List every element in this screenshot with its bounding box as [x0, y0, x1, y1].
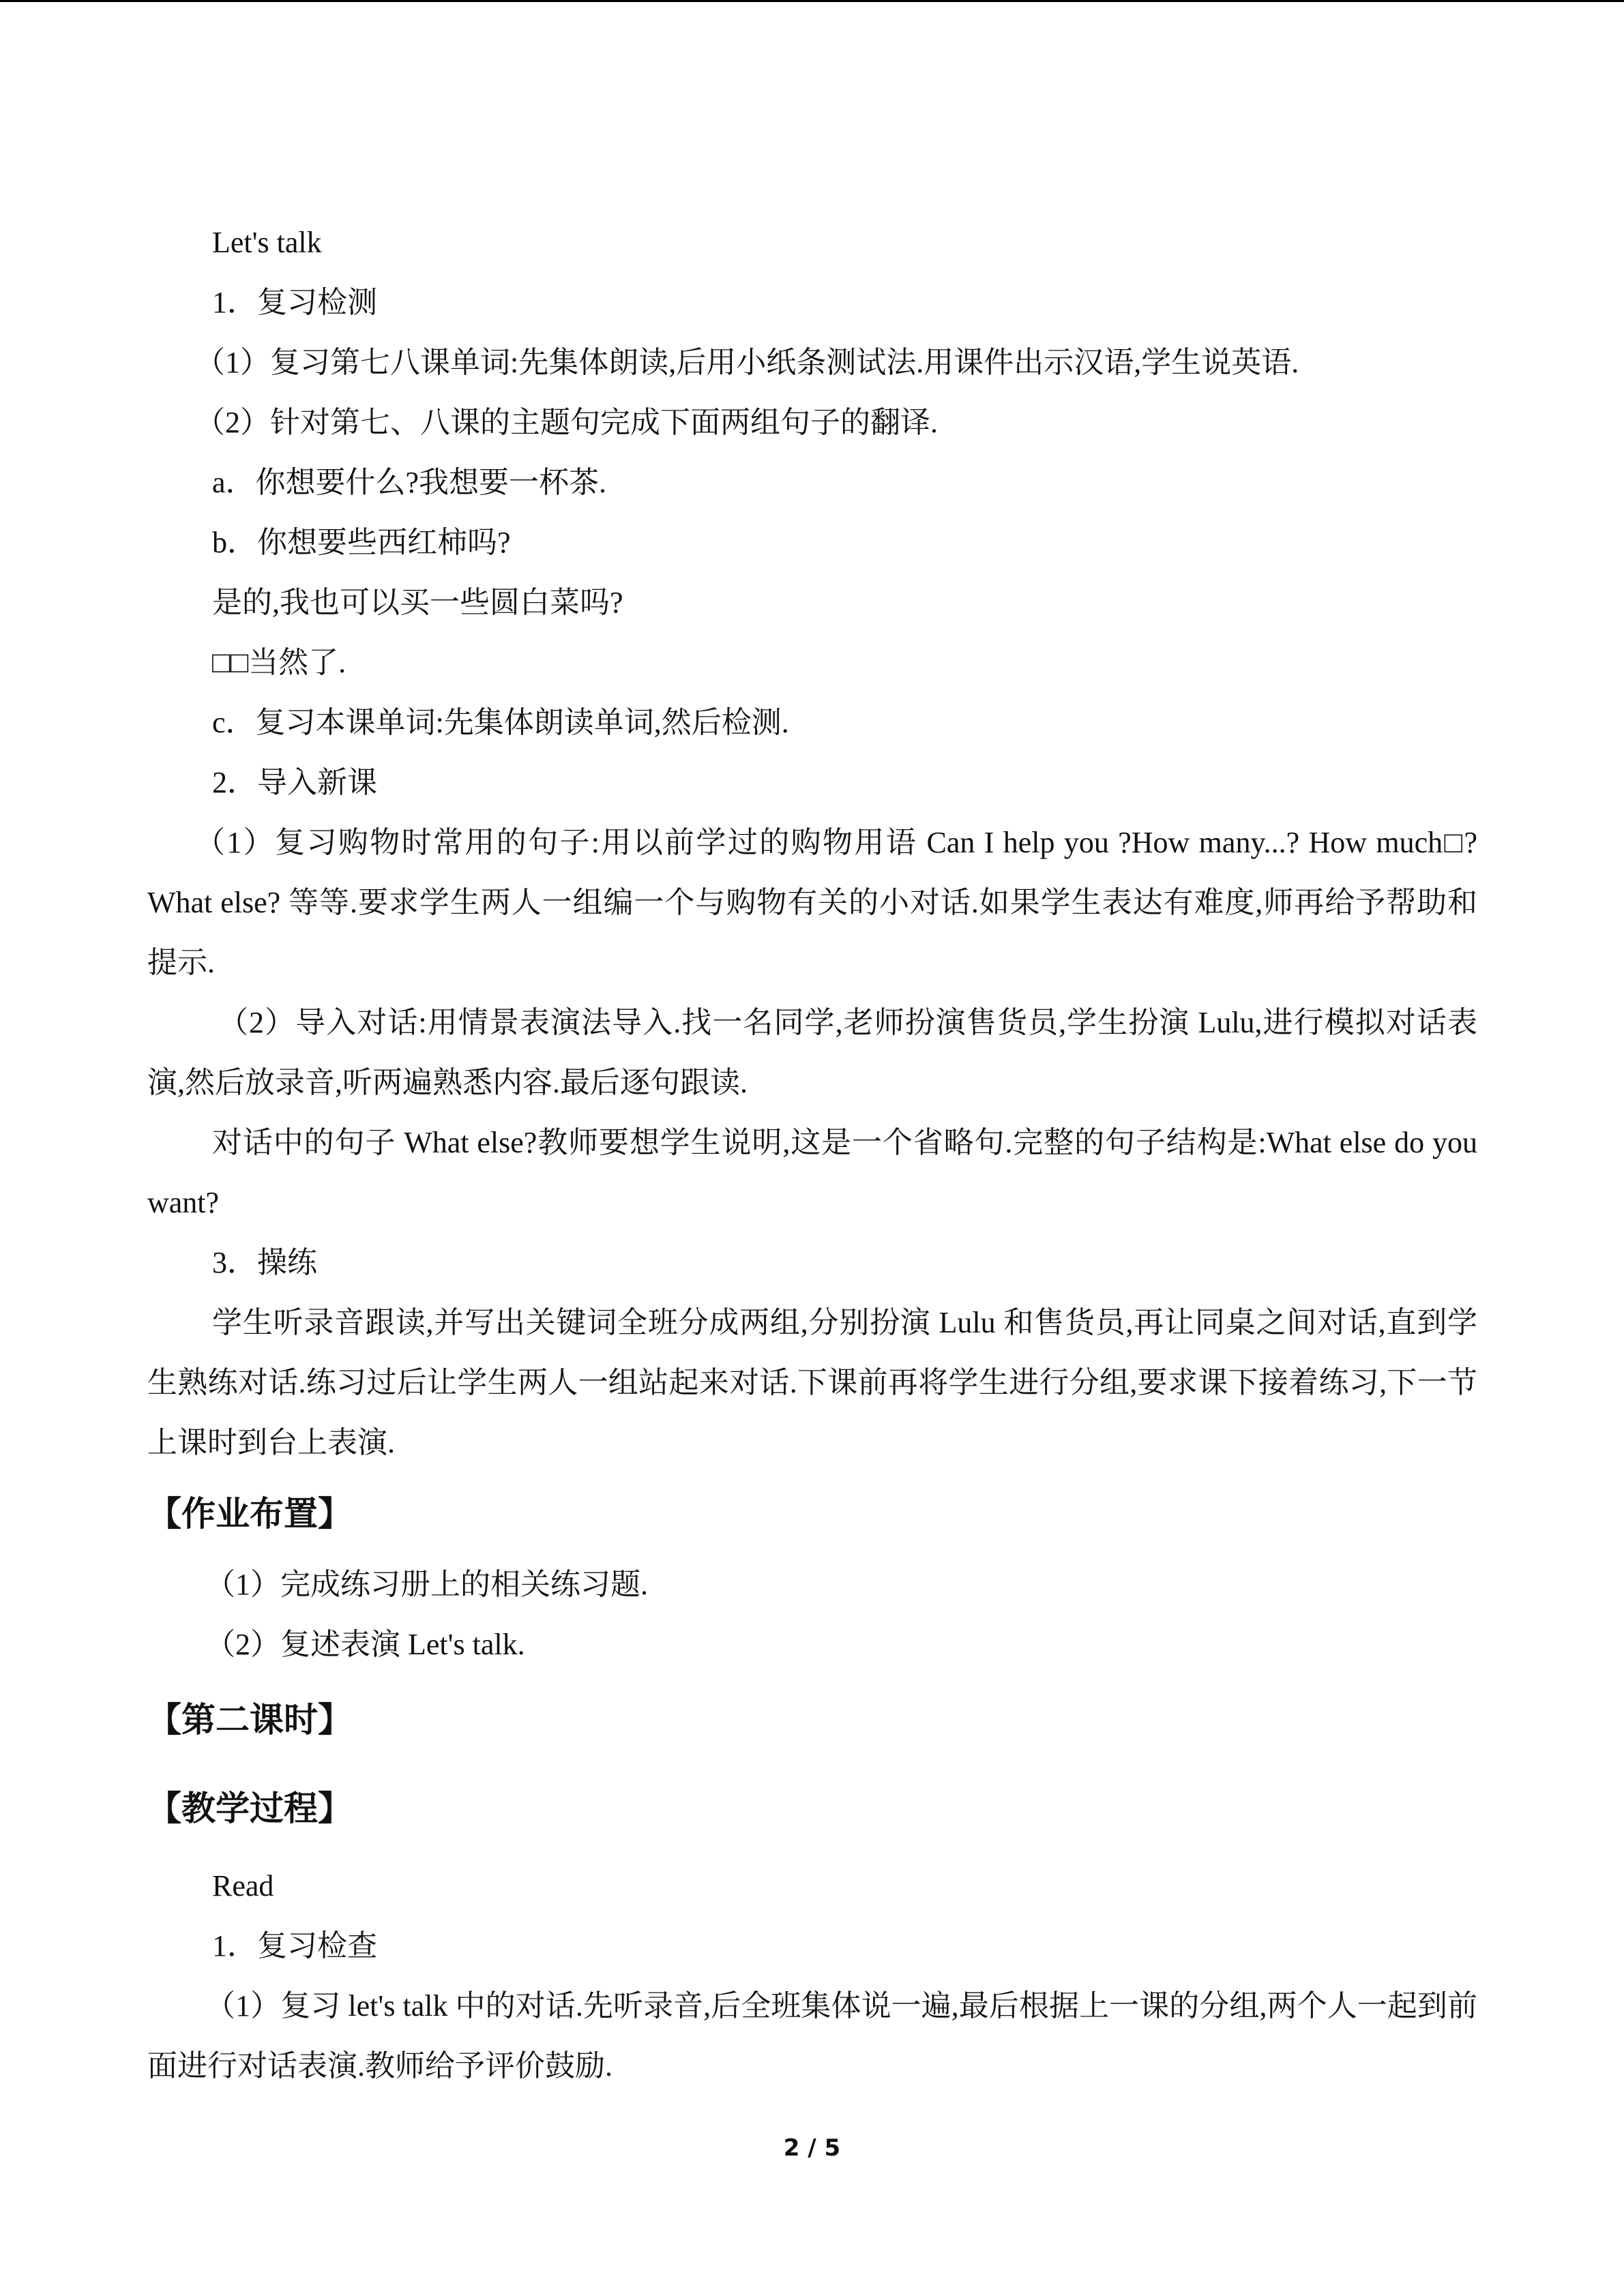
paragraph-translate-sentences: （2）针对第七、八课的主题句完成下面两组句子的翻译.: [195, 406, 938, 439]
step-heading-new-lesson: 2．导入新课: [212, 766, 377, 799]
page-top-border: [0, 0, 1624, 2]
document-page: [147, 213, 1477, 2096]
section-title-lets-talk: Let's talk: [212, 226, 322, 259]
homework-item-2: （2）复述表演 Let's talk.: [205, 1628, 525, 1661]
item-b: b．你想要些西红柿吗?: [212, 526, 511, 559]
item-a: a．你想要什么?我想要一杯茶.: [212, 466, 607, 499]
item-b-answer: 是的,我也可以买一些圆白菜吗?: [212, 586, 623, 619]
page-indicator: 2 / 5: [783, 2134, 841, 2162]
item-b-reply: □□当然了.: [212, 646, 346, 679]
paragraph-review-dialogue: （1）复习 let's talk 中的对话.先听录音,后全班集体说一遍,最后根据上一课的分组,两个人一起到前面进行对话表演.教师给予评价鼓励.: [147, 1989, 1477, 2083]
section-title-read: Read: [212, 1869, 274, 1903]
item-c: c．复习本课单词:先集体朗读单词,然后检测.: [212, 706, 789, 739]
step-heading-review: 1．复习检测: [212, 286, 377, 319]
paragraph-introduce-dialogue: （2）导入对话:用情景表演法导入.找一名同学,老师扮演售货员,学生扮演 Lulu,进行模拟对话表演,然后放录音,听两遍熟悉内容.最后逐句跟读.: [147, 1006, 1477, 1099]
heading-teaching-process: 【教学过程】: [147, 1789, 352, 1828]
homework-item-1: （1）完成练习册上的相关练习题.: [205, 1568, 648, 1601]
paragraph-review-words: （1）复习第七八课单词:先集体朗读,后用小纸条测试法.用课件出示汉语,学生说英语.: [195, 346, 1299, 379]
heading-homework: 【作业布置】: [147, 1494, 352, 1534]
paragraph-what-else: 对话中的句子 What else?教师要想学生说明,这是一个省略句.完整的句子结构是:What else do you want?: [147, 1126, 1477, 1219]
step-heading-practice: 3．操练: [212, 1246, 317, 1279]
step-heading-review-check: 1．复习检查: [212, 1929, 377, 1963]
paragraph-shopping-phrases: （1）复习购物时常用的句子:用以前学过的购物用语 Can I help you ?How many...? How much□? What else? 等等.要求学生两人一组编一个与购物有关的小对话.如果学生表达有难度,师再给予帮助和提示.: [147, 826, 1477, 979]
heading-second-lesson: 【第二课时】: [147, 1700, 352, 1740]
paragraph-practice: 学生听录音跟读,并写出关键词全班分成两组,分别扮演 Lulu 和售货员,再让同桌之间对话,直到学生熟练对话.练习过后让学生两人一组站起来对话.下课前再将学生进行分组,要求课下接着练习,下一节上课时到台上表演.: [147, 1306, 1477, 1459]
